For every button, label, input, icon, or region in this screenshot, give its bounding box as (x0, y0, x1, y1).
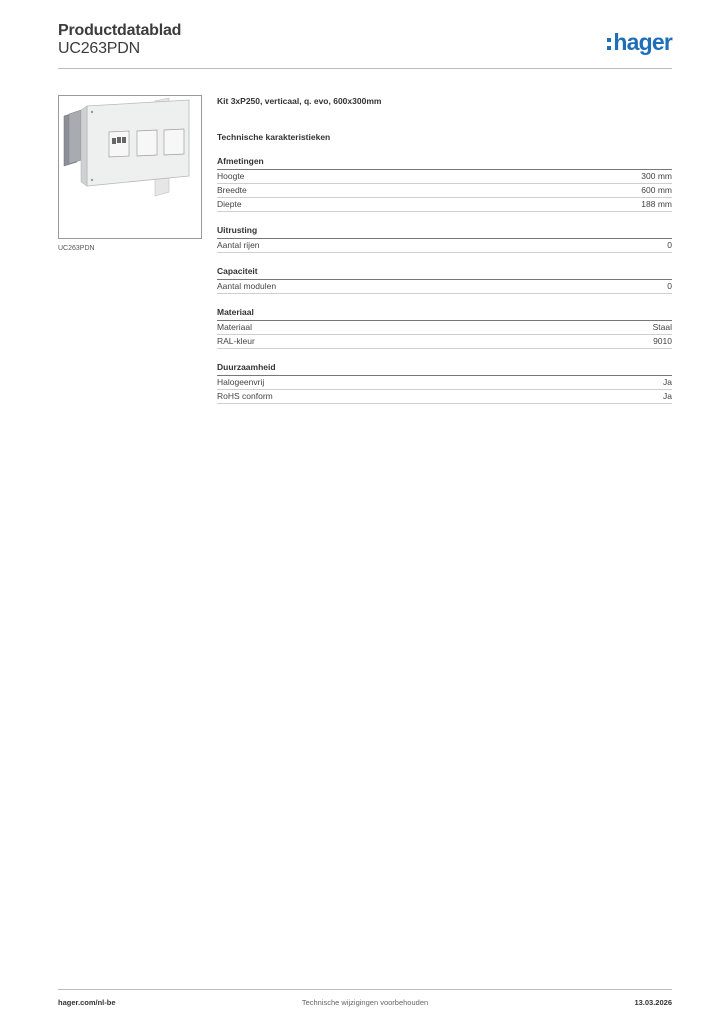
logo-text: hager (613, 28, 672, 55)
footer-website-link[interactable]: hager.com/nl-be (58, 998, 116, 1007)
footer-divider (58, 989, 672, 990)
product-code: UC263PDN (58, 40, 140, 57)
spec-group-afmetingen (217, 155, 672, 212)
spec-label: Breedte (217, 185, 247, 195)
product-description: Kit 3xP250, verticaal, q. evo, 600x300mm (217, 96, 382, 106)
page-footer (58, 998, 672, 1010)
spec-content (217, 95, 672, 404)
spec-value: 188 mm (641, 199, 672, 209)
group-title: Afmetingen (217, 155, 672, 170)
group-title: Duurzaamheid (217, 361, 672, 376)
spec-value: 300 mm (641, 171, 672, 181)
spec-value: 9010 (653, 336, 672, 346)
spec-value: 0 (667, 240, 672, 250)
spec-label: Materiaal (217, 322, 252, 332)
spec-row (217, 239, 672, 253)
spec-value: 600 mm (641, 185, 672, 195)
spec-label: Halogeenvrij (217, 377, 265, 387)
hager-logo (607, 29, 672, 55)
spec-row (217, 390, 672, 404)
spec-row (217, 376, 672, 390)
group-title: Materiaal (217, 306, 672, 321)
spec-row (217, 184, 672, 198)
spec-value: Staal (652, 322, 672, 332)
spec-label: Diepte (217, 199, 242, 209)
spec-label: Aantal rijen (217, 240, 260, 250)
header-divider (58, 68, 672, 69)
section-heading: Technische karakteristieken (217, 132, 331, 142)
footer-disclaimer: Technische wijzigingen voorbehouden (301, 998, 429, 1007)
spec-value: Ja (663, 377, 672, 387)
group-title: Uitrusting (217, 224, 672, 239)
spec-row (217, 321, 672, 335)
spec-label: RoHS conform (217, 391, 273, 401)
spec-row (217, 280, 672, 294)
spec-value: Ja (663, 391, 672, 401)
spec-label: Hoogte (217, 171, 245, 181)
page-title: Productdatablad (58, 22, 182, 39)
spec-value: 0 (667, 281, 672, 291)
spec-group-duurzaamheid (217, 361, 672, 404)
product-image (58, 95, 202, 239)
spec-label: Aantal modulen (217, 281, 277, 291)
spec-row (217, 170, 672, 184)
spec-label: RAL-kleur (217, 336, 255, 346)
page-header (58, 20, 672, 70)
group-title: Capaciteit (217, 265, 672, 280)
spec-group-uitrusting (217, 224, 672, 253)
spec-row (217, 335, 672, 349)
spec-group-materiaal (217, 306, 672, 349)
spec-row (217, 198, 672, 212)
image-caption: UC263PDN (58, 245, 95, 252)
logo-dots-icon (607, 38, 611, 50)
spec-group-capaciteit (217, 265, 672, 294)
footer-date: 13.03.2026 (634, 998, 672, 1007)
product-panel-image-icon (59, 96, 201, 238)
